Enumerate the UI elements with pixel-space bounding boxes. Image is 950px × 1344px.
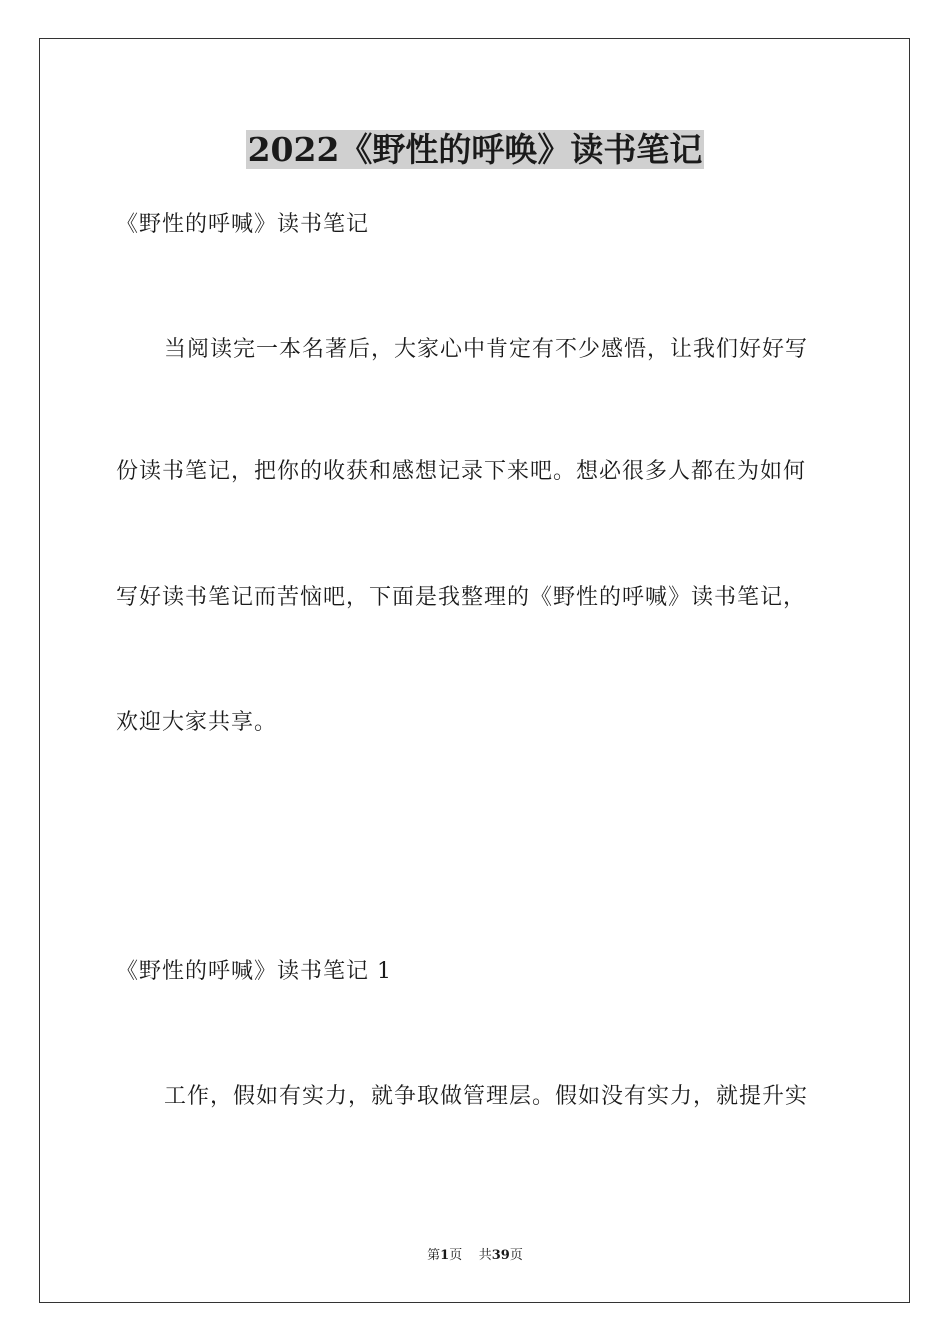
footer-page-suffix: 页 xyxy=(449,1248,463,1263)
section-heading: 《野性的呼喊》读书笔记 1 xyxy=(116,959,392,984)
footer-page-total: 39 xyxy=(491,1248,510,1263)
paragraph-line: 当阅读完一本名著后，大家心中肯定有不少感悟，让我们好好写 xyxy=(164,337,809,362)
subtitle-line: 《野性的呼喊》读书笔记 xyxy=(116,212,370,237)
footer-page-prefix: 第 xyxy=(427,1248,441,1263)
paragraph-line: 工作，假如有实力，就争取做管理层。假如没有实力，就提升实 xyxy=(164,1084,809,1109)
paragraph-line: 份读书笔记，把你的收获和感想记录下来吧。想必很多人都在为如何 xyxy=(116,459,807,484)
footer-page-current: 1 xyxy=(440,1248,450,1263)
footer-total-prefix: 共 xyxy=(478,1248,492,1263)
document-title-highlight: 2022《野性的呼唤》读书笔记 xyxy=(247,130,703,169)
footer-total-suffix: 页 xyxy=(509,1248,523,1263)
document-title xyxy=(0,128,950,172)
page-footer xyxy=(0,1247,950,1265)
paragraph-line: 写好读书笔记而苦恼吧，下面是我整理的《野性的呼喊》读书笔记， xyxy=(116,585,807,610)
paragraph-line: 欢迎大家共享。 xyxy=(116,710,278,735)
